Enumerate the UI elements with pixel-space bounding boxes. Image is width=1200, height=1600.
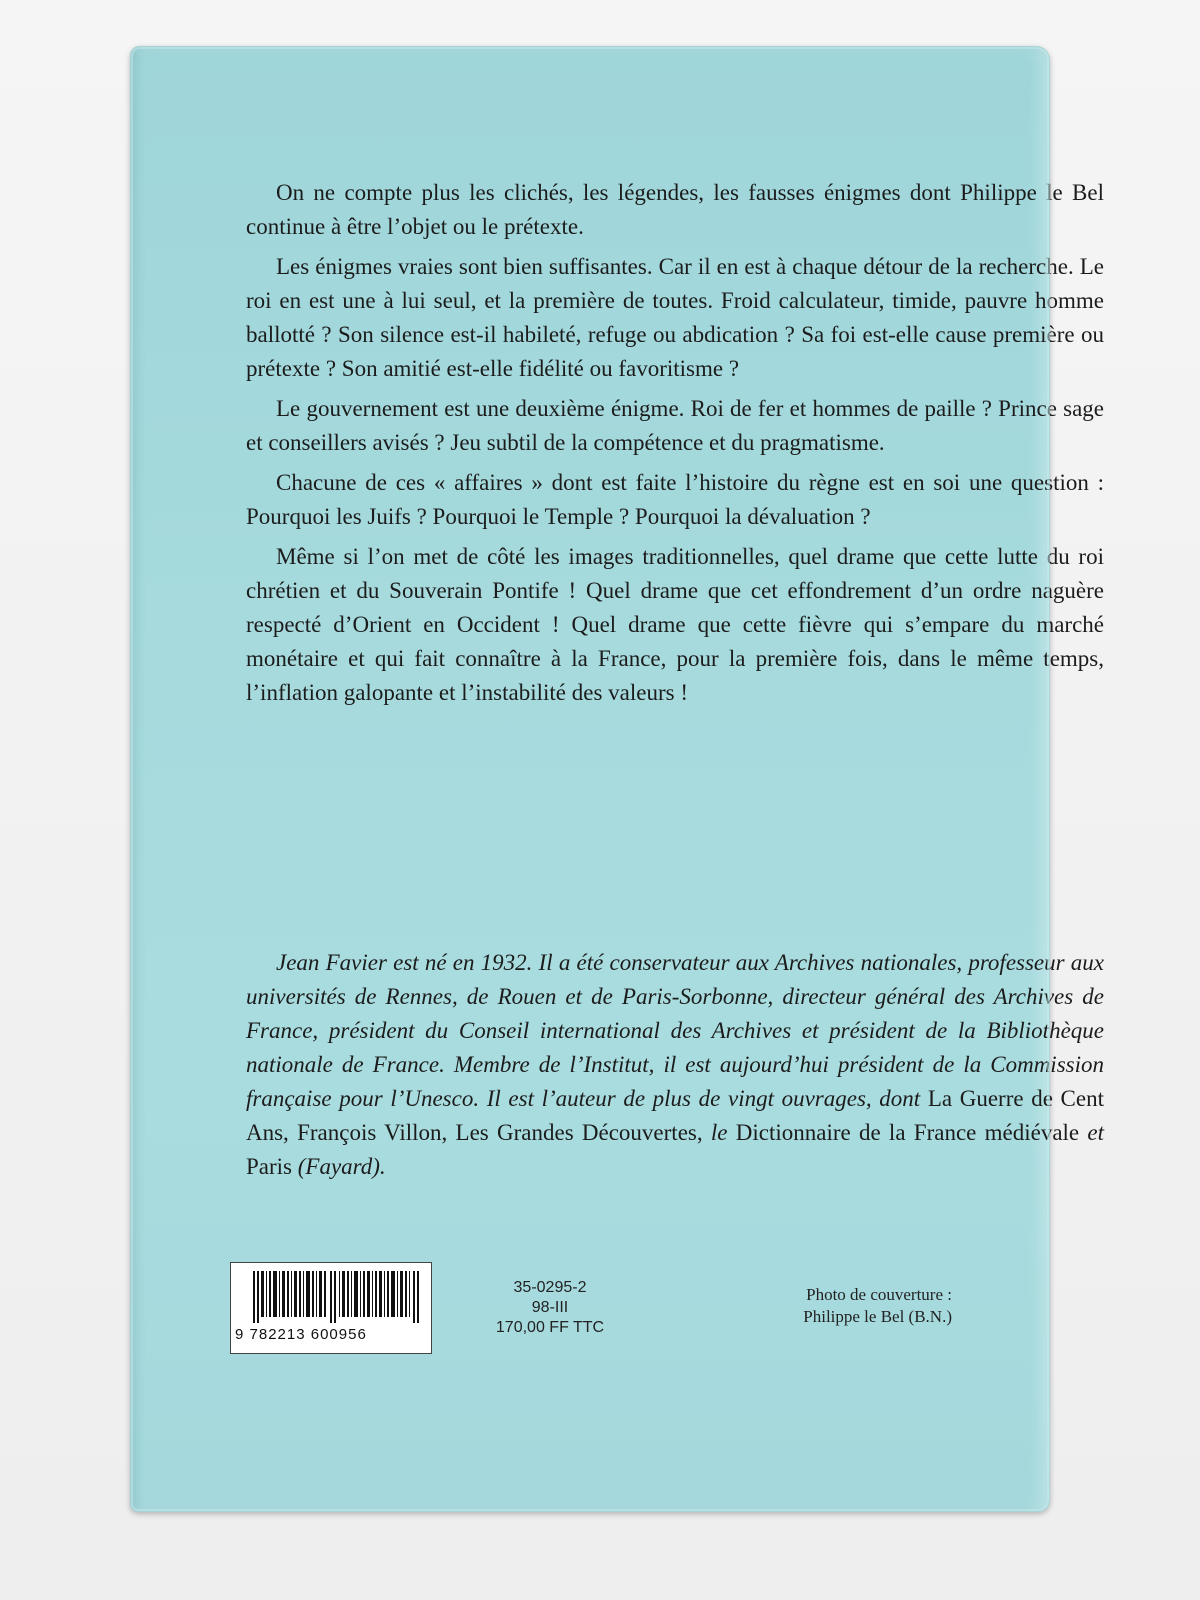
price: 170,00 FF TTC	[495, 1319, 605, 1336]
publisher-name: (Fayard).	[297, 1154, 386, 1179]
credit-label: Photo de couverture :	[806, 1285, 952, 1304]
blurb-paragraph: On ne compte plus les clichés, les légendes, les fausses énigmes dont Philippe le Bel continue à être l’objet ou le prétexte.	[246, 180, 1104, 239]
author-bio-intro: Jean Favier est né en 1932. Il a été conservateur aux Archives nationales, professeur aux universités de Rennes, de Rouen et de Paris-Sorbonne, directeur général des Archives de France, président du Conseil international des Archives et président de la Bibliothèque nationale de France. Membre de l’Institut, il est aujourd’hui président de la Commission française pour l’Unesco. Il est l’auteur de plus de vingt ouvrages, dont	[246, 950, 1104, 1111]
barcode-digits: 9 782213 600956	[235, 1326, 367, 1343]
isbn-barcode	[230, 1262, 432, 1354]
bio-connector-le: le	[710, 1120, 728, 1145]
bio-connector-et: et	[1087, 1120, 1105, 1145]
works-title-1: La Guerre de Cent Ans, François Villon, Les Grandes Découvertes,	[246, 1086, 1104, 1145]
credit-source: Philippe le Bel (B.N.)	[803, 1307, 952, 1326]
blurb-paragraph: Chacune de ces « affaires » dont est faite l’histoire du règne est en soi une question : Pourquoi les Juifs ? Pourquoi le Temple ? Pourquoi la dévaluation ?	[246, 470, 1104, 529]
book-back-cover	[130, 46, 1105, 1512]
author-bio	[246, 946, 1104, 1184]
barcode-bars-icon	[253, 1271, 421, 1323]
works-title-2: Dictionnaire de la France médiévale	[735, 1120, 1080, 1145]
cover-photo-credit	[742, 1284, 952, 1328]
blurb-paragraph: Le gouvernement est une deuxième énigme. Roi de fer et hommes de paille ? Prince sage et conseillers avisés ? Jeu subtil de la compétence et du pragmatisme.	[246, 396, 1104, 455]
edition-code: 98-III	[531, 1299, 569, 1316]
blurb-paragraph: Même si l’on met de côté les images traditionnelles, quel drame que cette lutte du roi chrétien et du Souverain Pontife ! Quel drame que cet effondrement d’un ordre naguère respecté d’Orient en Occident ! Quel drame que cette fièvre qui s’empare du marché monétaire et qui fait connaître à la France, pour la première fois, dans le même temps, l’inflation galopante et l’instabilité des valeurs !	[246, 544, 1104, 705]
author-bio-paragraph	[246, 946, 1104, 1184]
catalog-number: 35-0295-2	[513, 1279, 587, 1296]
blurb-text	[246, 176, 1104, 716]
works-title-3: Paris	[246, 1154, 292, 1179]
blurb-paragraph: Les énigmes vraies sont bien suffisantes. Car il en est à chaque détour de la recherche. Le roi en est une à lui seul, et la première de toutes. Froid calculateur, timide, pauvre homme ballotté ? Son silence est-il habileté, refuge ou abdication ? Sa foi est-elle cause première ou prétexte ? Son amitié est-elle fidélité ou favoritisme ?	[246, 254, 1104, 381]
catalog-codes	[460, 1278, 640, 1338]
